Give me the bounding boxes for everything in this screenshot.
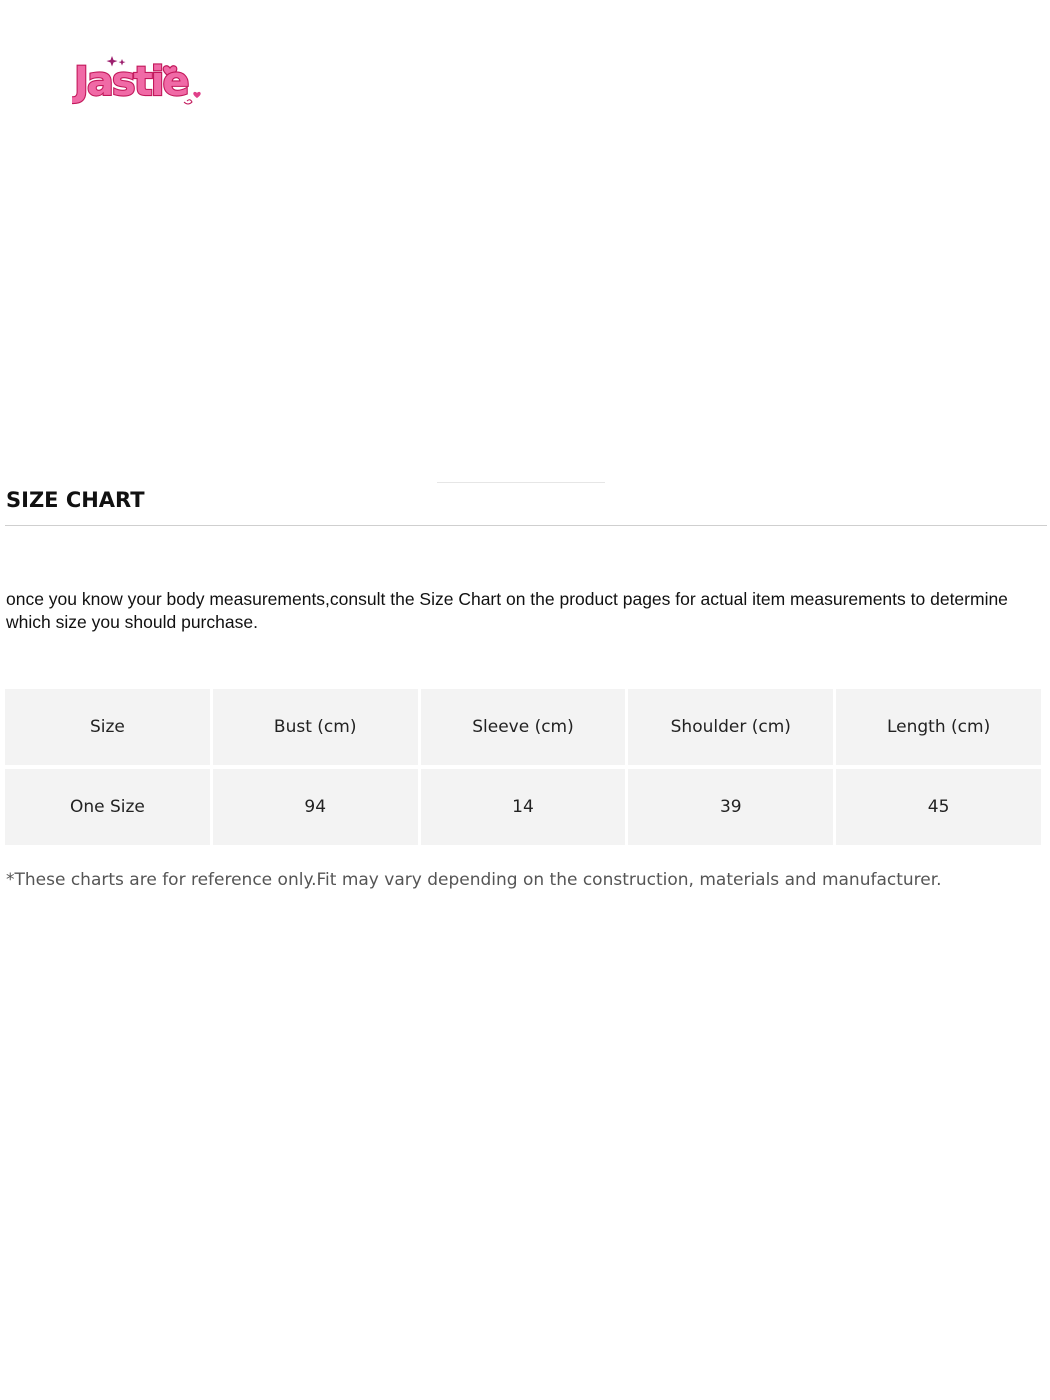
- cell-bust: 94: [213, 769, 418, 845]
- heart-icon: [193, 92, 200, 98]
- cell-sleeve: 14: [421, 769, 626, 845]
- header-sleeve: Sleeve (cm): [421, 689, 626, 765]
- table-header-row: [5, 689, 1041, 765]
- cell-size: One Size: [5, 769, 210, 845]
- decorative-divider: [437, 482, 605, 483]
- header-shoulder: Shoulder (cm): [628, 689, 833, 765]
- header-size: Size: [5, 689, 210, 765]
- brand-logo: [72, 50, 207, 110]
- cell-shoulder: 39: [628, 769, 833, 845]
- table-row: [5, 769, 1041, 845]
- section-title: SIZE CHART: [6, 488, 145, 512]
- title-divider: [5, 525, 1047, 526]
- cell-length: 45: [836, 769, 1041, 845]
- logo-wordmark: Jastie: [74, 59, 188, 105]
- header-bust: Bust (cm): [213, 689, 418, 765]
- intro-paragraph: once you know your body measurements,consult the Size Chart on the product pages for actual item measurements to determine which size you should purchase.: [6, 589, 1008, 632]
- disclaimer-footnote: *These charts are for reference only.Fit may vary depending on the construction, materials and manufacturer.: [6, 870, 942, 890]
- header-length: Length (cm): [836, 689, 1041, 765]
- size-chart-table: [2, 685, 1044, 849]
